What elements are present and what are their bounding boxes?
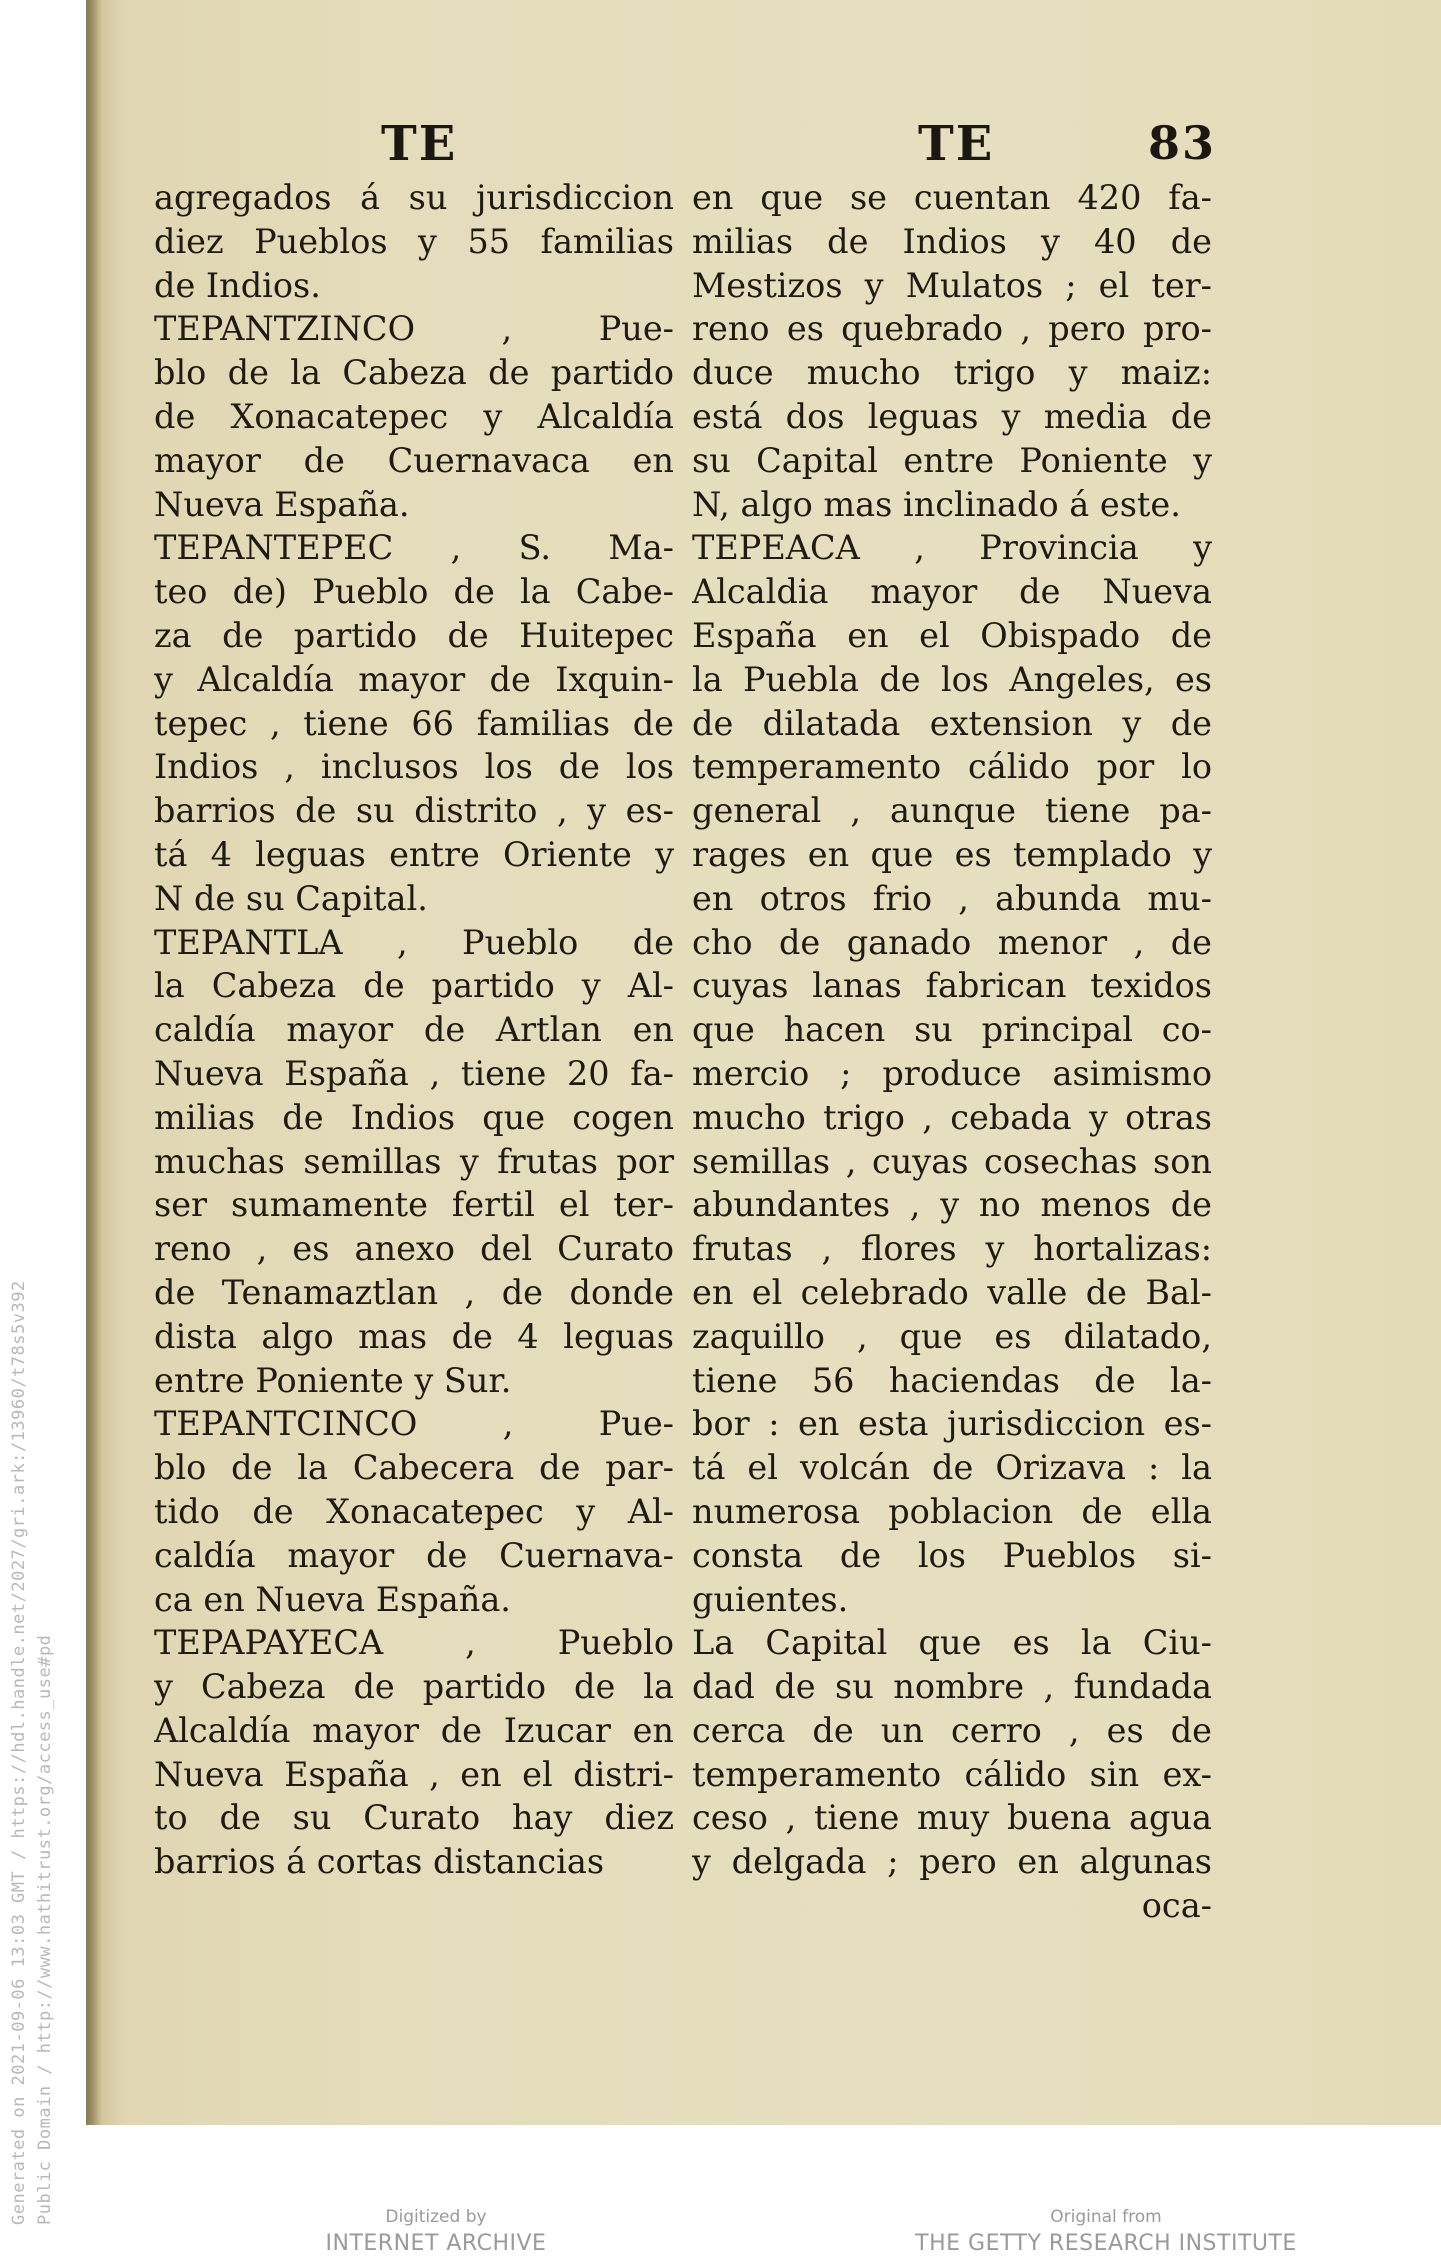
text-line: TEPANTZINCO , Pue- [154, 309, 674, 349]
text-line: frutas , flores y hortalizas: [692, 1229, 1212, 1269]
text-line: Nueva España , en el distri- [154, 1754, 674, 1794]
text-line: guientes. [692, 1579, 849, 1619]
text-line: temperamento cálido por lo [692, 747, 1212, 787]
text-line: Mestizos y Mulatos ; el ter- [692, 265, 1212, 305]
text-line: to de su Curato hay diez [154, 1798, 674, 1838]
stamp-text [6, 25, 58, 2225]
text-line: tepec , tiene 66 familias de [154, 703, 674, 743]
text-line: agregados á su jurisdiccion [154, 178, 674, 217]
text-line: dad de su nombre , fundada [692, 1667, 1212, 1707]
text-line: La Capital que es la Ciu- [692, 1623, 1212, 1663]
text-line: TEPANTCINCO , Pue- [154, 1404, 674, 1444]
digitized-by-credit [286, 2205, 586, 2259]
text-line: barrios á cortas distancias [154, 1842, 605, 1882]
text-line: ca en Nueva España. [154, 1579, 511, 1619]
text-line: y Cabeza de partido de la [154, 1667, 674, 1707]
text-line: está dos leguas y media de [692, 396, 1212, 436]
internet-archive-label: INTERNET ARCHIVE [325, 2231, 547, 2256]
text-line: de dilatada extension y de [692, 703, 1212, 743]
text-line: reno es quebrado , pero pro- [692, 309, 1212, 349]
text-line: cerca de un cerro , es de [692, 1710, 1212, 1750]
text-line: mayor de Cuernavaca en [154, 440, 674, 480]
text-line: rages en que es templado y [692, 834, 1212, 874]
text-line: tá el volcán de Orizava : la [692, 1448, 1212, 1488]
text-line: ser sumamente fertil el ter- [154, 1185, 674, 1225]
text-line: abundantes , y no menos de [692, 1185, 1212, 1225]
text-line: muchas semillas y frutas por [154, 1141, 674, 1181]
text-line: blo de la Cabeza de partido [154, 353, 674, 393]
text-line: consta de los Pueblos si- [692, 1535, 1212, 1575]
text-line: milias de Indios y 40 de [692, 221, 1212, 261]
text-line: en que se cuentan 420 fa- [692, 178, 1212, 217]
text-line: mercio ; produce asimismo [692, 1053, 1212, 1093]
text-line: oca- [1141, 1886, 1212, 1926]
text-line: bor : en esta jurisdiccion es- [692, 1404, 1212, 1444]
text-line: Alcaldía mayor de Izucar en [154, 1710, 674, 1750]
text-line: mucho trigo , cebada y otras [692, 1097, 1212, 1137]
text-line: barrios de su distrito , y es- [154, 791, 674, 831]
stamp-line-license: Public Domain / http://www.hathitrust.org/access_use#pd [35, 1634, 55, 2225]
text-line: Nueva España , tiene 20 fa- [154, 1053, 674, 1093]
text-line: caldía mayor de Artlan en [154, 1010, 674, 1050]
text-line: entre Poniente y Sur. [154, 1360, 512, 1400]
text-line: za de partido de Huitepec [154, 615, 674, 655]
text-line: que hacen su principal co- [692, 1010, 1212, 1050]
text-line: TEPANTLA , Pueblo de [154, 922, 674, 962]
text-line: ceso , tiene muy buena agua [692, 1798, 1212, 1838]
text-line: Alcaldia mayor de Nueva [692, 572, 1212, 612]
original-from-label: Original from [1050, 2207, 1162, 2227]
running-head-left: TE [381, 116, 458, 172]
left-text-column [154, 176, 674, 1884]
text-line: general , aunque tiene pa- [692, 791, 1212, 831]
text-line: tá 4 leguas entre Oriente y [154, 834, 674, 874]
text-line: la Puebla de los Angeles, es [692, 659, 1212, 699]
text-line: N de su Capital. [154, 878, 428, 918]
text-line: tido de Xonacatepec y Al- [154, 1491, 674, 1531]
scanned-page [86, 0, 1441, 2125]
text-line: España en el Obispado de [692, 615, 1212, 655]
text-line: Indios , inclusos los de los [154, 747, 674, 787]
text-line: cuyas lanas fabrican texidos [692, 966, 1212, 1006]
text-line: la Cabeza de partido y Al- [154, 966, 674, 1006]
text-line: tiene 56 haciendas de la- [692, 1360, 1212, 1400]
text-line: su Capital entre Poniente y [692, 440, 1212, 480]
text-line: temperamento cálido sin ex- [692, 1754, 1212, 1794]
text-line: blo de la Cabecera de par- [154, 1448, 674, 1488]
text-line: en el celebrado valle de Bal- [692, 1272, 1212, 1312]
text-line: N, algo mas inclinado á este. [692, 484, 1181, 524]
digitized-by-label: Digitized by [385, 2207, 487, 2227]
text-line: TEPAPAYECA , Pueblo [154, 1623, 674, 1663]
text-line: cho de ganado menor , de [692, 922, 1212, 962]
text-line: duce mucho trigo y maiz: [692, 353, 1212, 393]
text-line: de Indios. [154, 265, 321, 305]
right-text-column [692, 176, 1212, 1928]
original-from-credit [846, 2205, 1366, 2259]
getty-institute-label: THE GETTY RESEARCH INSTITUTE [915, 2231, 1297, 2256]
text-line: dista algo mas de 4 leguas [154, 1316, 674, 1356]
text-line: caldía mayor de Cuernava- [154, 1535, 674, 1575]
text-line: teo de) Pueblo de la Cabe- [154, 572, 674, 612]
text-line: diez Pueblos y 55 familias [154, 221, 674, 261]
text-line: de Tenamaztlan , de donde [154, 1272, 674, 1312]
text-line: y delgada ; pero en algunas [692, 1842, 1212, 1882]
text-line: TEPEACA , Provincia y [692, 528, 1212, 568]
text-line: Nueva España. [154, 484, 410, 524]
hathitrust-stamp [0, 0, 86, 2255]
page-number: 83 [1148, 116, 1217, 170]
text-line: semillas , cuyas cosechas son [692, 1141, 1212, 1181]
digitization-footer [86, 2125, 1441, 2255]
text-line: numerosa poblacion de ella [692, 1491, 1212, 1531]
text-line: zaquillo , que es dilatado, [692, 1316, 1212, 1356]
text-line: de Xonacatepec y Alcaldía [154, 396, 674, 436]
text-line: y Alcaldía mayor de Ixquin- [154, 659, 674, 699]
text-line: milias de Indios que cogen [154, 1097, 674, 1137]
text-line: reno , es anexo del Curato [154, 1229, 674, 1269]
stamp-line-generated: Generated on 2021-09-06 13:03 GMT / https://hdl.handle.net/2027/gri.ark:/13960/t78s5v392 [9, 1280, 29, 2225]
text-line: en otros frio , abunda mu- [692, 878, 1212, 918]
text-line: TEPANTEPEC , S. Ma- [154, 528, 674, 568]
running-head-right: TE [918, 116, 995, 172]
